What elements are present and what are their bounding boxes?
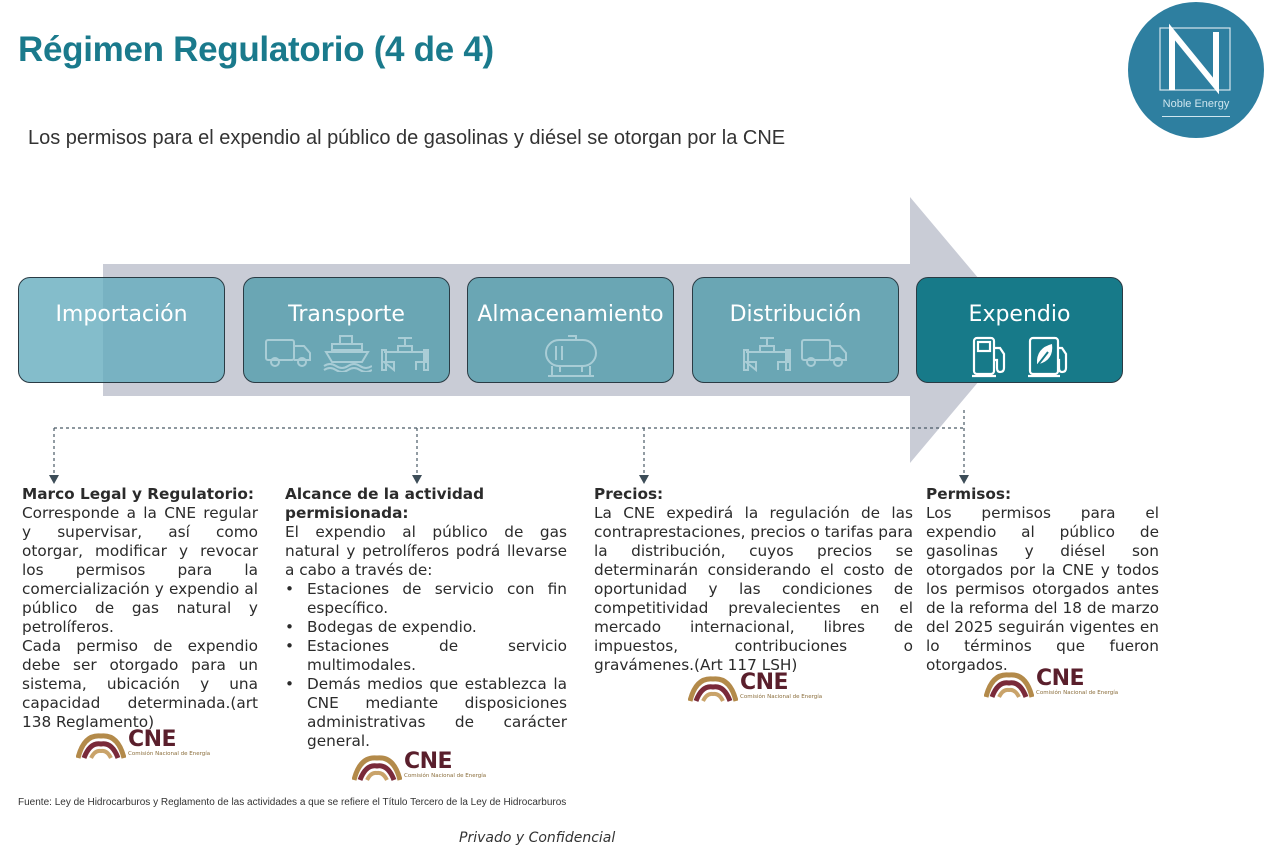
stage-distribucion	[692, 277, 899, 383]
stage-label: Importación	[55, 302, 188, 327]
cne-name: CNE	[128, 727, 177, 752]
list-item: • Bodegas de expendio.	[307, 618, 567, 637]
column-paragraph: Corresponde a la CNE regular y supervisar, así como otorgar, modificar y revocar los permisos para la comercialización y expendio al público de gas natural y petrolíferos.	[22, 504, 258, 636]
column-heading: Permisos:	[926, 485, 1012, 503]
confidential-footer: Privado y Confidencial	[459, 830, 616, 846]
precios-column	[594, 485, 913, 675]
logo-text: Noble Energy	[1162, 98, 1230, 110]
cne-subtitle: Comisión Nacional de Energía	[1036, 690, 1119, 696]
stage-label: Almacenamiento	[477, 302, 664, 327]
column-paragraph: La CNE expedirá la regulación de las contraprestaciones, precios o tarifas para la distribución, cuyos precios se determinarán considerando el costo de oportunidad y las condiciones de competitividad prevalecientes en el mercado internacional, libres de impuestos, contribuciones o gravámenes.(Art 117 LSH)	[594, 504, 913, 674]
stage-label: Expendio	[968, 302, 1071, 327]
cne-subtitle: Comisión Nacional de Energía	[128, 751, 211, 757]
column-paragraph: Cada permiso de expendio debe ser otorgado para un sistema, ubicación y una capacidad determinada.(art 138 Reglamento)	[22, 637, 258, 731]
column-heading: Precios:	[594, 485, 664, 503]
list-item: • Estaciones de servicio multimodales.	[307, 637, 567, 675]
list-item: • Estaciones de servicio con fin específico.	[307, 580, 567, 618]
bullet-list	[285, 580, 567, 751]
eco-fuel-pump-icon	[1028, 336, 1070, 378]
cne-mark-icon	[352, 752, 402, 782]
cne-name: CNE	[404, 749, 453, 774]
alcance-column	[285, 485, 567, 751]
stage-label: Distribución	[729, 302, 862, 327]
cne-logo	[984, 666, 1124, 701]
pipeline-valve-icon	[742, 334, 792, 372]
cne-subtitle: Comisión Nacional de Energía	[404, 773, 487, 779]
cne-mark-icon	[76, 730, 126, 760]
list-item: • Demás medios que establezca la CNE mediante disposiciones administrativas de carácter general.	[307, 675, 567, 751]
cne-mark-icon	[984, 669, 1034, 699]
marco-legal-column	[22, 485, 258, 732]
stage-expendio	[916, 277, 1123, 383]
column-paragraph: El expendio al público de gas natural y petrolíferos podrá llevarse a cabo a través de:	[285, 523, 567, 579]
truck-icon	[264, 334, 314, 368]
column-paragraph: Los permisos para el expendio al público de gasolinas y diésel son otorgados por la CNE y todos los permisos otorgados antes de la reforma del 18 de marzo del 2025 seguirán vigentes en lo términos que fueron otorgados.	[926, 504, 1159, 674]
cne-name: CNE	[1036, 666, 1085, 691]
page-subtitle: Los permisos para el expendio al público de gasolinas y diésel se otorgan por la CNE	[28, 127, 786, 149]
stage-almacenamiento	[467, 277, 674, 383]
stage-importacion	[18, 277, 225, 383]
source-note: Fuente: Ley de Hidrocarburos y Reglamento de las actividades a que se refiere el Título Tercero de la Ley de Hidrocarburos	[18, 797, 567, 808]
truck-icon	[800, 334, 850, 368]
cne-name: CNE	[740, 670, 789, 695]
cne-subtitle: Comisión Nacional de Energía	[740, 694, 823, 700]
cne-logo	[76, 727, 216, 762]
cne-logo	[688, 670, 828, 705]
stage-label: Transporte	[288, 302, 405, 327]
page-title: Régimen Regulatorio (4 de 4)	[18, 30, 494, 69]
cne-logo	[352, 749, 492, 784]
ship-icon	[322, 334, 372, 372]
permisos-column	[926, 485, 1159, 675]
storage-tank-icon	[540, 334, 602, 378]
cne-mark-icon	[688, 673, 738, 703]
column-heading: Alcance de la actividad permisionada:	[285, 485, 485, 522]
column-heading: Marco Legal y Regulatorio:	[22, 485, 255, 503]
stage-transporte	[243, 277, 450, 383]
pipeline-valve-icon	[380, 334, 430, 372]
fuel-pump-icon	[970, 336, 1010, 378]
